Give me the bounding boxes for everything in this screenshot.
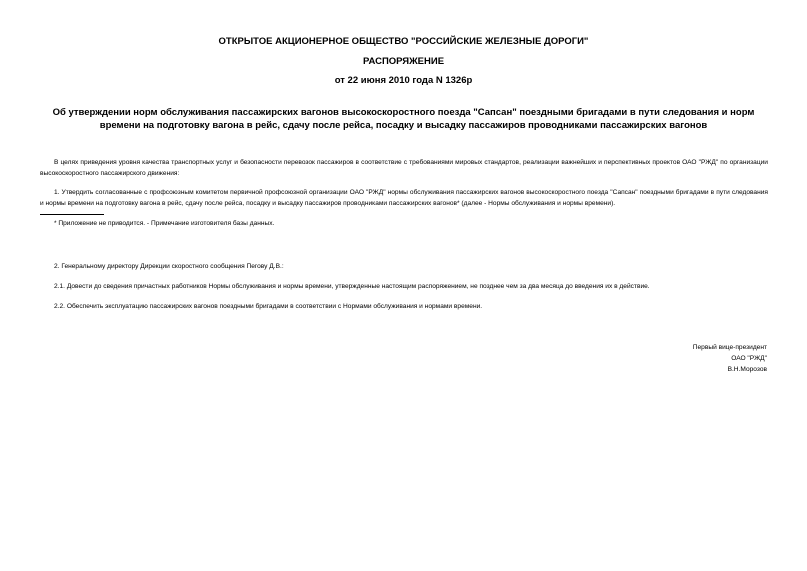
footnote-divider [40,214,104,215]
organization-name: ОТКРЫТОЕ АКЦИОНЕРНОЕ ОБЩЕСТВО "РОССИЙСКИЕ ЖЕЛЕЗНЫЕ ДОРОГИ" [218,36,589,47]
document-type: РАСПОРЯЖЕНИЕ [362,56,445,67]
item-2-paragraph: 2. Генеральному директору Дирекции скоростного сообщения Пегову Д.В.: [54,263,284,270]
item-1-paragraph: 1. Утвердить согласованные с профсоюзным комитетом первичной профсоюзной организации ОАО "РЖД" нормы обслуживания пассажирских вагонов высокоскоростного поезда "Сапсан" поездными бригадами в пути следования и нормы времени на подготовку вагона в рейс, сдачу после рейса, посадку и высадку пассажиров проводниками пассажирских вагонов* (далее - Нормы обслуживания и нормы времени). [40,189,768,207]
item-2-2-paragraph: 2.2. Обеспечить эксплуатацию пассажирских вагонов поездными бригадами в соответствии с Нормами обслуживания и нормами времени. [54,303,483,310]
signatory-company: ОАО "РЖД" [731,355,767,362]
preamble-paragraph: В целях приведения уровня качества транспортных услуг и безопасности перевозок пассажиров в соответствие с требованиями мировых стандартов, реализации важнейших и перспективных проектов ОАО "РЖД" по организации высокоскоростного пассажирского движения: [40,159,768,177]
signatory-name: В.Н.Морозов [727,366,767,373]
item-2-1-paragraph: 2.1. Довести до сведения причастных работников Нормы обслуживания и нормы времени, утвержденные настоящим распоряжением, не позднее чем за два месяца до введения их в действие. [54,283,650,290]
footnote-text: * Приложение не приводится. - Примечание изготовителя базы данных. [54,220,275,227]
document-title: Об утверждении норм обслуживания пассажирских вагонов высокоскоростного поезда "Сапсан" поездными бригадами в пути следования и норм времени на подготовку вагона в рейс, сдачу после рейса, посадку и высадку пассажиров проводниками пассажирских вагонов [52,107,755,131]
signature-block [693,342,767,375]
document-date-number: от 22 июня 2010 года N 1326р [334,75,473,86]
signatory-position: Первый вице-президент [692,344,767,351]
